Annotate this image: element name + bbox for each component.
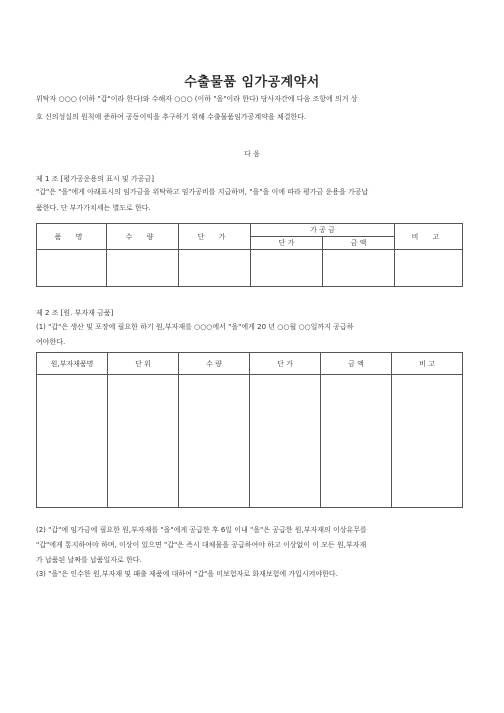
header-note-2: 비 고 — [392, 353, 463, 375]
header-processing-fee: 가 공 금 — [251, 224, 395, 237]
next-label: 다 음 — [244, 150, 260, 158]
cell-note-2[interactable] — [392, 375, 463, 508]
article1-line-1: "갑"은 "을"에게 아래표시의 임가금을 위탁하고 임가공비를 지급하며, "을"을 이에 따라 평가금 운용을 가공납 — [36, 188, 369, 196]
cell-material-name[interactable] — [37, 375, 108, 508]
header-quantity-2: 수 량 — [179, 353, 250, 375]
header-unit: 단 위 — [108, 353, 179, 375]
article2-item2-line-2: "갑"에게 통지하여야 하며, 이상이 있으면 "갑"은 즉시 대체물을 공급하여야 하고 이상없이 이 모든 원,부자재 — [36, 541, 367, 549]
cell-note[interactable] — [395, 250, 463, 287]
header-quantity: 수 량 — [107, 224, 179, 250]
header-amount-2: 금 액 — [321, 353, 392, 375]
header-material-name: 원,부자재품명 — [37, 353, 108, 375]
article2-item1-line-2: 여야한다. — [36, 338, 66, 346]
intro-line-1: 위탁자 ○○○ (이하 "갑"이라 한다)와 수해자 ○○○ (이하 "을"이라 한다) 당사자간에 다음 조항에 의거 상 — [36, 95, 358, 103]
cell-amount-2[interactable] — [321, 375, 392, 508]
header-sub-unit-price: 단 가 — [251, 237, 323, 250]
header-note: 비 고 — [395, 224, 463, 250]
header-item-name: 품 명 — [37, 224, 107, 250]
article2-heading: 제 2 조 [원. 부자재 금품] — [36, 309, 114, 317]
article2-item2-line-3: 가 납품된 날짜를 납품일자로 한다. — [36, 556, 142, 564]
cell-quantity-2[interactable] — [179, 375, 250, 508]
cell-item-name[interactable] — [37, 250, 107, 287]
article2-table — [36, 352, 463, 508]
cell-unit-price[interactable] — [179, 250, 251, 287]
cell-unit-price-2[interactable] — [250, 375, 321, 508]
document-title: 수출물품 임가공계약서 — [184, 75, 320, 90]
cell-unit[interactable] — [108, 375, 179, 508]
article2-item2-line-1: (2) "갑"에 임가금에 필요한 원,부자재를 "을"에게 공급한 후 6일 이내 "을"은 공급한 원,부자재의 이상유무를 — [36, 526, 367, 534]
cell-sub-amount[interactable] — [323, 250, 395, 287]
intro-line-2: 호 신의성실의 원칙에 준하여 공동이익을 추구하기 위해 수출물품임가공계약을 체결한다. — [36, 113, 307, 121]
article1-heading: 제 1 조 [평가공운용의 표시 및 가공금] — [36, 175, 154, 183]
header-unit-price-2: 단 가 — [250, 353, 321, 375]
article1-table — [36, 223, 463, 287]
article2-item3-line: (3) "을"은 인수한 원,부자재 및 패출 제품에 대하여 "갑"을 미보험자로 화재보험에 가입시켜야한다. — [36, 570, 338, 578]
header-sub-amount: 금 액 — [323, 237, 395, 250]
article1-line-2: 품한다. 단 부가가치세는 별도로 한다. — [36, 204, 151, 212]
article2-item1-line-1: (1) "갑"은 생산 및 포장에 필요한 하기 원,부자재를 ○○○에서 "을"에게 20 년 ○○월 ○○일까지 공급하 — [36, 323, 354, 331]
header-unit-price: 단 가 — [179, 224, 251, 250]
cell-quantity[interactable] — [107, 250, 179, 287]
cell-sub-unit-price[interactable] — [251, 250, 323, 287]
